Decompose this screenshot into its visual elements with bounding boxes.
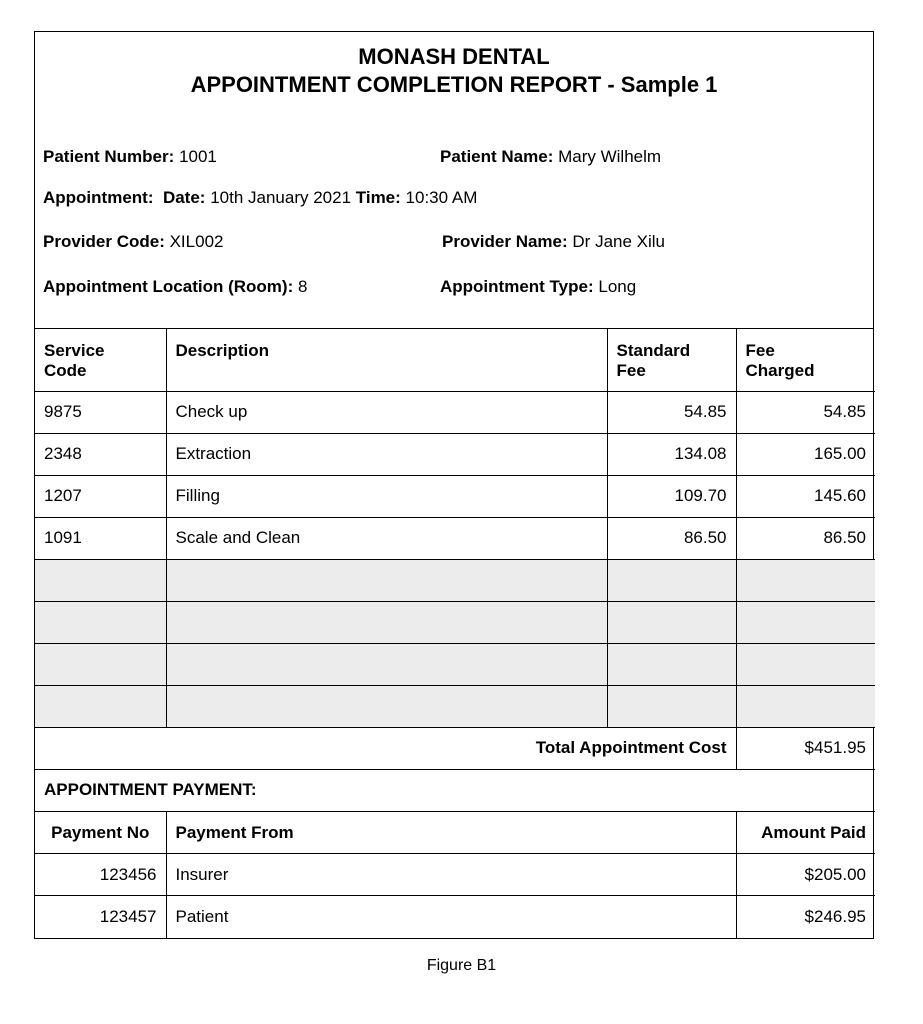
report-header bbox=[35, 32, 873, 329]
empty-cell bbox=[607, 559, 736, 601]
appointment-label: Appointment: bbox=[43, 188, 154, 207]
appointment-report bbox=[34, 31, 874, 939]
appointment-time-label: Time: bbox=[355, 188, 401, 207]
appointment-location-value: 8 bbox=[297, 277, 308, 296]
appointment-type-label: Appointment Type: bbox=[440, 277, 594, 296]
appointment-date-label: Date: bbox=[162, 188, 206, 207]
table-row bbox=[35, 517, 875, 559]
total-cost-value: $451.95 bbox=[736, 727, 875, 769]
service-code-cell: 1207 bbox=[35, 475, 166, 517]
appointment-location-label: Appointment Location (Room): bbox=[43, 277, 294, 296]
service-code-cell: 1091 bbox=[35, 517, 166, 559]
header-service-code: Service Code bbox=[35, 329, 166, 391]
appointment-type-value: Long bbox=[598, 277, 637, 296]
total-row bbox=[35, 727, 875, 769]
service-description-cell: Scale and Clean bbox=[166, 517, 607, 559]
empty-cell bbox=[607, 601, 736, 643]
standard-fee-cell: 109.70 bbox=[607, 475, 736, 517]
table-row bbox=[35, 896, 875, 938]
amount-paid-cell: $205.00 bbox=[736, 854, 875, 896]
standard-fee-cell: 54.85 bbox=[607, 391, 736, 433]
fee-charged-cell: 86.50 bbox=[736, 517, 875, 559]
payment-from-cell: Patient bbox=[166, 896, 736, 938]
provider-code-label: Provider Code: bbox=[43, 232, 165, 251]
empty-cell bbox=[607, 643, 736, 685]
empty-table-row bbox=[35, 601, 875, 643]
provider-name-field bbox=[442, 232, 665, 252]
service-code-cell: 2348 bbox=[35, 433, 166, 475]
appointment-type-field bbox=[440, 277, 636, 297]
provider-name-value: Dr Jane Xilu bbox=[572, 232, 666, 251]
payment-section-title: APPOINTMENT PAYMENT: bbox=[35, 770, 875, 812]
figure-caption: Figure B1 bbox=[426, 957, 497, 974]
payment-table bbox=[35, 770, 875, 938]
service-description-cell: Extraction bbox=[166, 433, 607, 475]
standard-fee-cell: 86.50 bbox=[607, 517, 736, 559]
empty-cell bbox=[35, 559, 166, 601]
payment-header-row bbox=[35, 812, 875, 854]
patient-name-label: Patient Name: bbox=[440, 147, 554, 166]
header-amount-paid: Amount Paid bbox=[736, 812, 875, 854]
patient-name-value: Mary Wilhelm bbox=[558, 147, 662, 166]
empty-cell bbox=[166, 601, 607, 643]
standard-fee-cell: 134.08 bbox=[607, 433, 736, 475]
empty-cell bbox=[35, 685, 166, 727]
table-row bbox=[35, 475, 875, 517]
table-row bbox=[35, 391, 875, 433]
table-row bbox=[35, 854, 875, 896]
header-description: Description bbox=[166, 329, 607, 391]
empty-cell bbox=[166, 685, 607, 727]
service-description-cell: Filling bbox=[166, 475, 607, 517]
empty-table-row bbox=[35, 559, 875, 601]
appointment-location-field bbox=[43, 277, 307, 297]
service-description-cell: Check up bbox=[166, 391, 607, 433]
empty-cell bbox=[736, 559, 875, 601]
empty-cell bbox=[736, 685, 875, 727]
provider-code-value: XIL002 bbox=[169, 232, 224, 251]
empty-cell bbox=[736, 601, 875, 643]
header-payment-from: Payment From bbox=[166, 812, 736, 854]
amount-paid-cell: $246.95 bbox=[804, 906, 866, 926]
empty-cell bbox=[35, 601, 166, 643]
fee-charged-cell: 165.00 bbox=[736, 433, 875, 475]
appointment-time-value: 10:30 AM bbox=[405, 188, 478, 207]
empty-cell bbox=[35, 643, 166, 685]
total-cost-label: Total Appointment Cost bbox=[35, 727, 736, 769]
report-title: APPOINTMENT COMPLETION REPORT - Sample 1 bbox=[190, 72, 718, 97]
patient-number-field bbox=[43, 147, 217, 167]
patient-number-value: 1001 bbox=[179, 147, 217, 166]
payment-from-cell: Insurer bbox=[166, 854, 736, 896]
header-fee-charged: Fee Charged bbox=[736, 329, 875, 391]
empty-cell bbox=[607, 685, 736, 727]
services-table bbox=[35, 329, 875, 770]
patient-name-field bbox=[440, 147, 661, 167]
payment-no-cell: 123456 bbox=[35, 854, 166, 896]
fee-charged-cell: 54.85 bbox=[736, 391, 875, 433]
empty-cell bbox=[736, 643, 875, 685]
provider-code-field bbox=[43, 232, 223, 252]
table-row bbox=[35, 433, 875, 475]
header-standard-fee: Standard Fee bbox=[607, 329, 736, 391]
payment-section-row bbox=[35, 770, 875, 812]
fee-charged-cell: 145.60 bbox=[736, 475, 875, 517]
provider-name-label: Provider Name: bbox=[442, 232, 568, 251]
patient-number-label: Patient Number: bbox=[43, 147, 175, 166]
appointment-date-value: 10th January 2021 bbox=[210, 188, 352, 207]
empty-table-row bbox=[35, 643, 875, 685]
payment-no-cell: 123457 bbox=[35, 896, 166, 938]
appointment-datetime-field bbox=[43, 188, 477, 208]
report-org-title: MONASH DENTAL bbox=[358, 44, 550, 69]
empty-table-row bbox=[35, 685, 875, 727]
header-payment-no: Payment No bbox=[35, 812, 166, 854]
empty-cell bbox=[166, 559, 607, 601]
services-header-row bbox=[35, 329, 875, 391]
service-code-cell: 9875 bbox=[35, 391, 166, 433]
empty-cell bbox=[166, 643, 607, 685]
